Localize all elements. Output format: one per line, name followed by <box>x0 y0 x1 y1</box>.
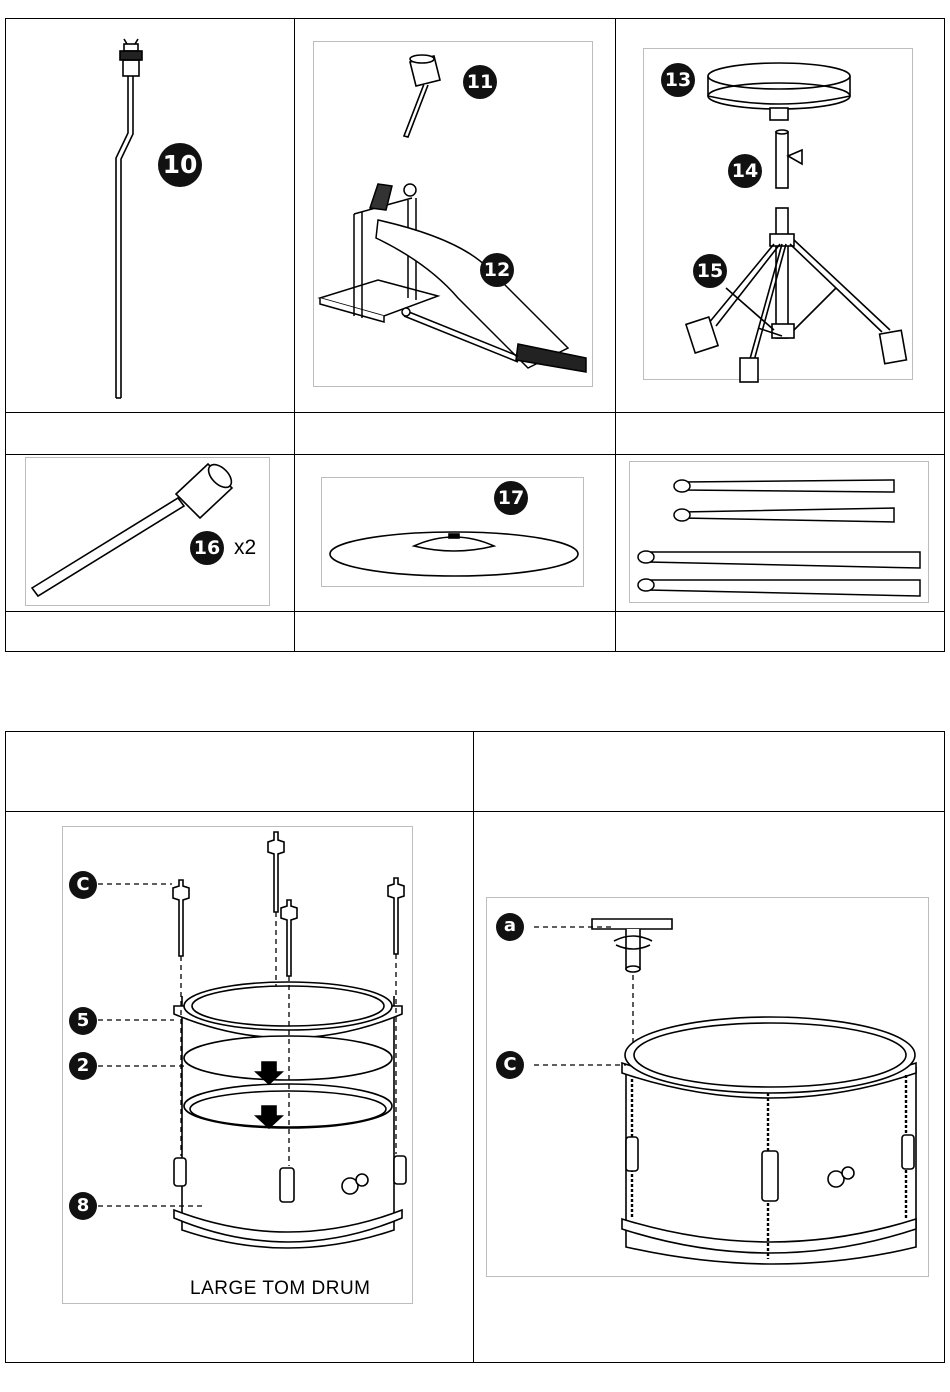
callout-badge-a <box>495 912 525 942</box>
part-14-badge <box>727 153 763 189</box>
tension-rod-icon <box>173 832 404 976</box>
part-12-number: 12 <box>483 259 511 281</box>
callout-c-right-label: C <box>503 1054 517 1075</box>
throne-tripod-icon <box>686 208 916 384</box>
part-17-badge <box>493 480 529 516</box>
part-17-number: 17 <box>497 487 525 509</box>
drumsticks-icon <box>634 472 926 600</box>
bass-drum-pedal-icon <box>318 168 590 380</box>
throne-post-icon <box>770 130 810 190</box>
part-15-badge <box>692 253 728 289</box>
label-cell-4 <box>5 611 295 652</box>
label-cell-5 <box>294 611 616 652</box>
callout-8-label: 8 <box>76 1195 90 1216</box>
part-16-number: 16 <box>193 537 221 559</box>
label-cell-6 <box>615 611 945 652</box>
tom-exploded-illustration <box>62 826 413 1304</box>
label-cell-1 <box>5 412 295 455</box>
part-16-badge <box>189 530 225 566</box>
tom-drum-caption: LARGE TOM DRUM <box>190 1278 371 1299</box>
cymbal-icon <box>328 526 580 580</box>
throne-seat-icon <box>704 60 854 122</box>
part-15-number: 15 <box>696 260 724 282</box>
callout-badge-2 <box>68 1051 98 1081</box>
callout-badge-c-left <box>68 870 98 900</box>
label-cell-3 <box>615 412 945 455</box>
part-10-number: 10 <box>162 150 198 179</box>
assembly-header-left <box>5 731 474 812</box>
drum-key-icon <box>592 919 672 972</box>
callout-5-label: 5 <box>76 1010 90 1031</box>
assembly-header-right <box>473 731 945 812</box>
part-11-number: 11 <box>466 71 494 93</box>
callout-c-left-label: C <box>76 874 90 895</box>
part-13-number: 13 <box>664 69 692 91</box>
callout-badge-8 <box>68 1191 98 1221</box>
cymbal-arm-rod-icon <box>100 38 160 403</box>
callout-2-label: 2 <box>76 1055 90 1076</box>
callout-badge-c-right <box>495 1050 525 1080</box>
part-10-badge <box>156 141 204 189</box>
part-11-badge <box>462 64 498 100</box>
part-14-number: 14 <box>731 160 759 182</box>
tom-tightening-illustration <box>486 897 929 1277</box>
spur-quantity: x2 <box>234 536 257 559</box>
part-12-badge <box>479 252 515 288</box>
label-cell-2 <box>294 412 616 455</box>
callout-badge-5 <box>68 1006 98 1036</box>
callout-a-label: a <box>503 915 517 936</box>
beater-icon <box>398 52 458 142</box>
part-13-badge <box>660 62 696 98</box>
